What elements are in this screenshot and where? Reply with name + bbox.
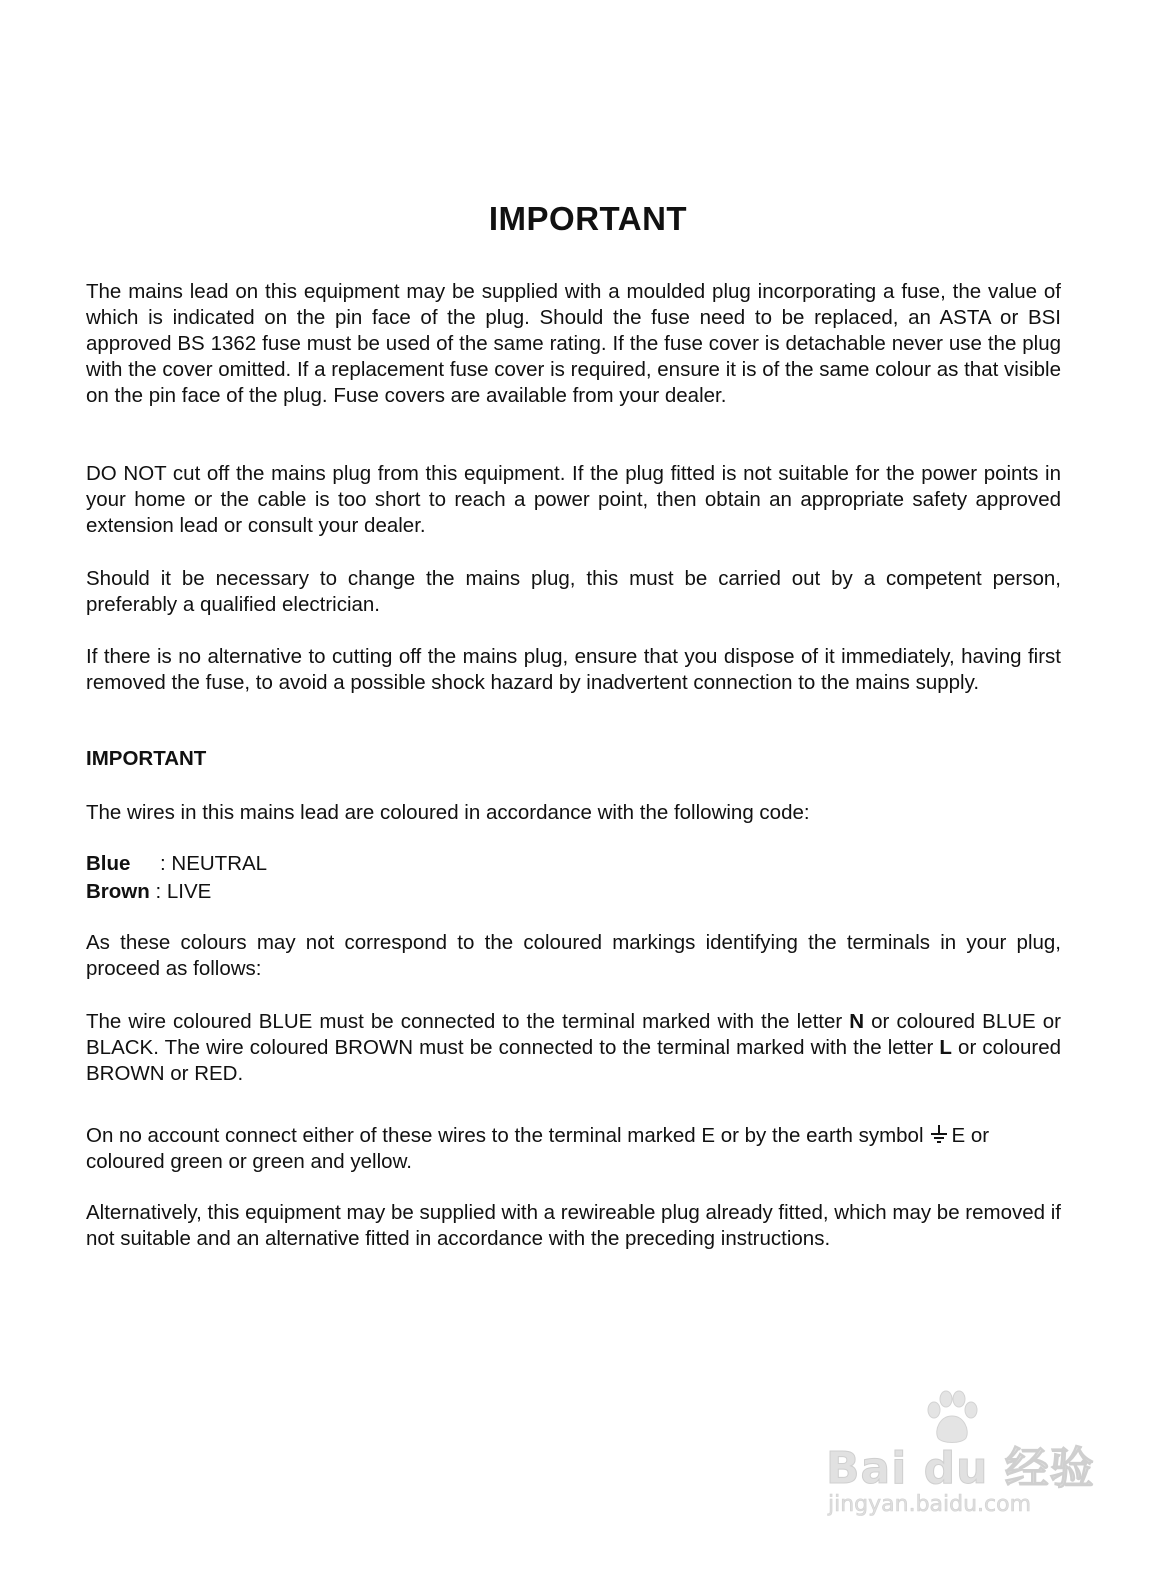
watermark-url: jingyan.baidu.com [828, 1492, 1032, 1517]
letter-n: N [849, 1010, 865, 1033]
paragraph-earth-warning [86, 1123, 1061, 1175]
colour-code-blue [86, 851, 267, 877]
colour-key-blue: Blue [86, 852, 131, 875]
earth-text-b: E or coloured green or green and yellow. [86, 1124, 990, 1173]
colour-key-brown: Brown [86, 880, 150, 903]
paragraph-wiring-instructions [86, 1009, 1061, 1087]
paragraph-change-plug: Should it be necessary to change the mains plug, this must be carried out by a competent person, preferably a qualified electrician. [86, 567, 1061, 616]
wiring-text-a: The wire coloured BLUE must be connected to the terminal marked with the letter [86, 1010, 850, 1033]
earth-symbol-icon [930, 1125, 948, 1145]
paragraph-do-not-cut: DO NOT cut off the mains plug from this equipment. If the plug fitted is not suitable for the power points in your home or the cable is too short to reach a power point, then obtain an appropriate safety approved extension lead or consult your dealer. [86, 462, 1061, 537]
paragraph-fuse-info: The mains lead on this equipment may be supplied with a moulded plug incorporating a fuse, the value of which is indicated on the pin face of the plug. Should the fuse need to be replaced, an ASTA or BSI approved BS 1362 fuse must be used of the same rating. If the fuse cover is detachable never use the plug with the cover omitted. If a replacement fuse cover is required, ensure it is of the same colour as that visible on the pin face of the plug. Fuse covers are available from your dealer. [86, 280, 1061, 407]
paragraph-rewireable-plug: Alternatively, this equipment may be supplied with a rewireable plug already fitted, which may be removed if not suitable and an alternative fitted in accordance with the preceding instructions. [86, 1201, 1062, 1250]
watermark-brand: Bai du 经验 [826, 1443, 1095, 1494]
earth-text-a: On no account connect either of these wires to the terminal marked E or by the earth symbol [86, 1124, 924, 1147]
colour-value-live: : LIVE [155, 880, 212, 903]
colour-value-neutral: : NEUTRAL [160, 852, 268, 875]
paragraph-dispose-plug: If there is no alternative to cutting off the mains plug, ensure that you dispose of it immediately, having first removed the fuse, to avoid a possible shock hazard by inadvertent connection to the mains supply. [86, 645, 1061, 694]
section-subheading: IMPORTANT [86, 747, 207, 770]
wiring-text-c: or coloured BROWN or RED. [86, 1036, 1062, 1085]
wiring-text-b: or coloured BLUE or BLACK. The wire coloured BROWN must be connected to the terminal marked with the letter [86, 1010, 1061, 1059]
paragraph-wire-code-intro: The wires in this mains lead are coloured in accordance with the following code: [86, 801, 810, 824]
colour-code-brown [86, 879, 211, 905]
paragraph-terminal-markings: As these colours may not correspond to the coloured markings identifying the terminals in your plug, proceed as follows: [86, 931, 1061, 980]
letter-l: L [939, 1036, 952, 1059]
page-title: IMPORTANT [488, 200, 688, 237]
baidu-watermark [826, 1390, 1106, 1517]
